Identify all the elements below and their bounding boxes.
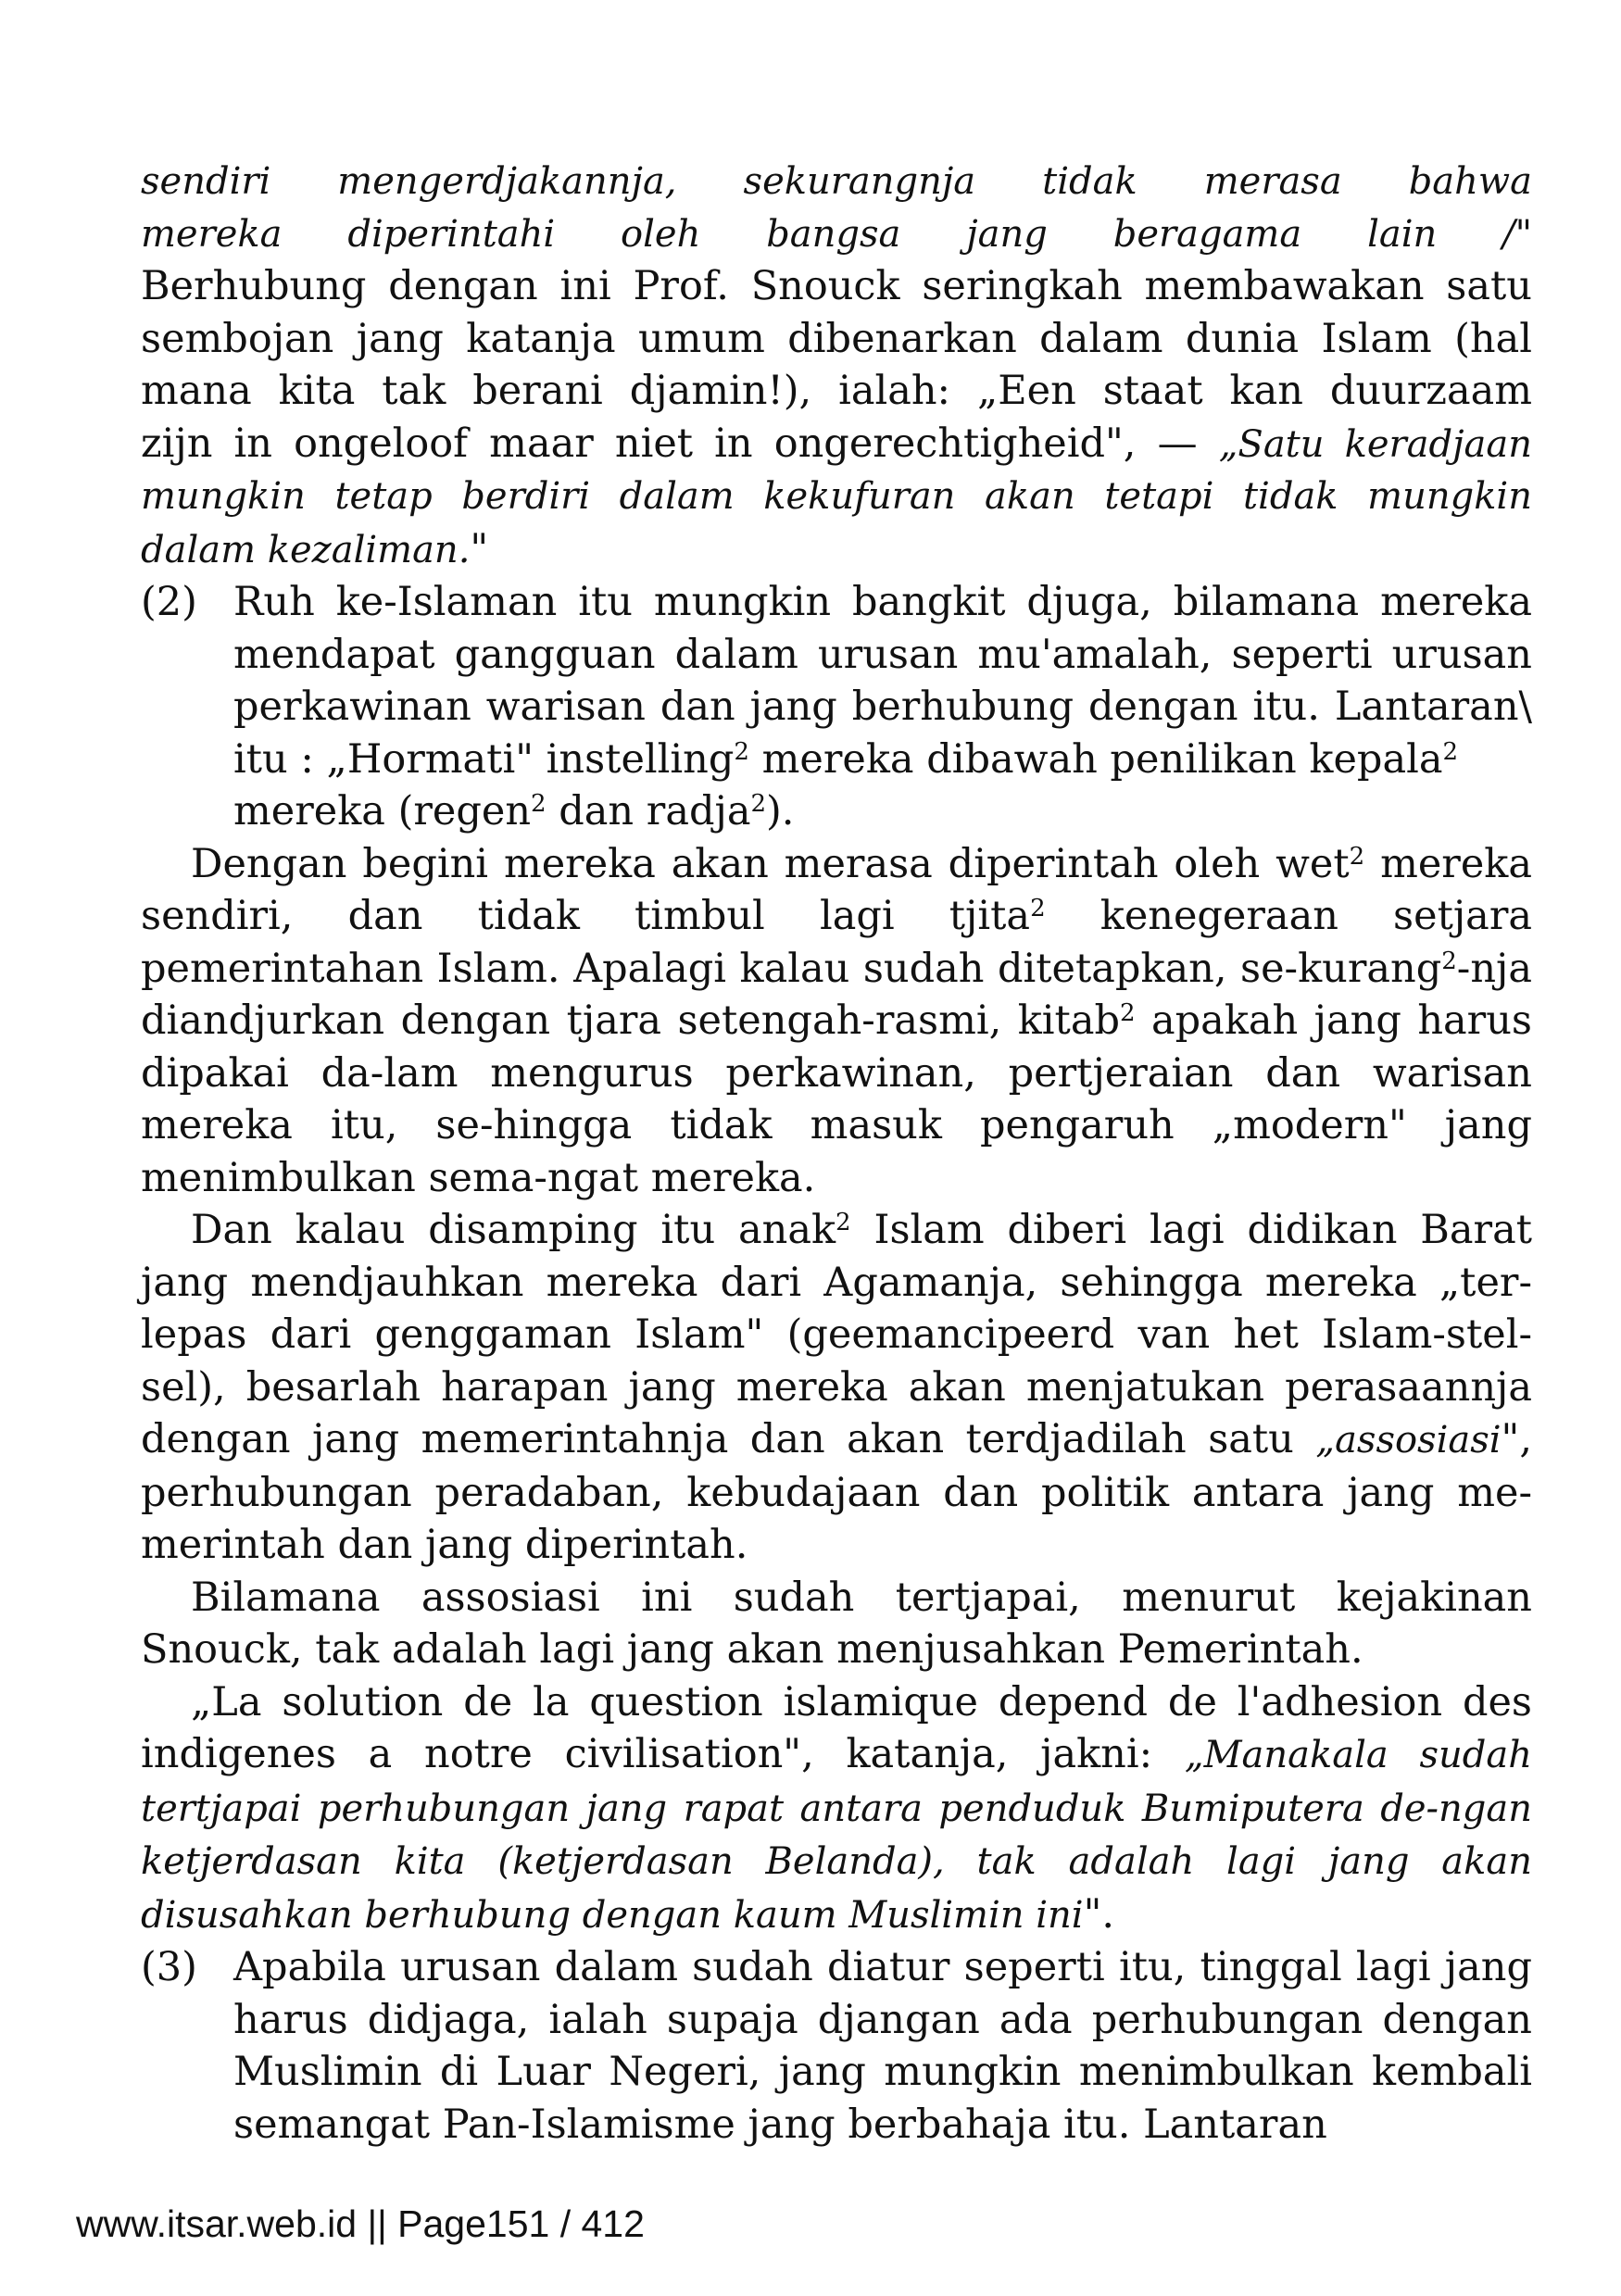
page-footer: www.itsar.web.id || Page151 / 412 — [76, 2202, 645, 2245]
text-line — [141, 523, 1532, 577]
text-span: mereka sendiri, dan tidak timbul lagi tjita — [141, 840, 1532, 939]
superscript: 2 — [734, 737, 749, 766]
text-span: ", perhubungan peradaban, kebudajaan dan politik antara jang me-merintah dan jang diperintah. — [141, 1416, 1532, 1568]
italic-quote: „Satu keradjaan — [1218, 422, 1532, 466]
italic-quote: dalam kezaliman. — [141, 528, 471, 571]
text-line: Ruh ke-Islaman itu mungkin bangkit djuga, bilamana mereka — [233, 579, 1532, 625]
superscript: 2 — [531, 790, 547, 818]
text-line: mana kita tak berani djamin!), ialah: „Een staat kan duurzaam — [141, 368, 1532, 414]
text-span: mereka (regen — [233, 788, 532, 834]
italic-term: „assosiasi — [1315, 1419, 1502, 1462]
text-line: mereka diperintahi oleh bangsa jang beragama lain /" — [141, 212, 1532, 256]
text-span: Dan kalau disamping itu anak — [191, 1207, 836, 1253]
superscript: 2 — [1441, 947, 1457, 975]
text-line: sendiri mengerdjakannja, sekurangnja tidak merasa bahwa — [141, 160, 1532, 203]
text-span: zijn in ongeloof maar niet in ongerechtigheid", — — [141, 420, 1219, 467]
text-line: sembojan jang katanja umum dibenarkan dalam dunia Islam (hal — [141, 315, 1532, 362]
text-line — [233, 785, 1532, 838]
italic-quote: „Manakala sudah tertjapai perhubungan jang rapat antara penduduk Bumiputera de-ngan ketjerdasan kita (ketjerdasan Belanda), tak adalah lagi jang akan disusahkan berhubung dengan kaum Muslimin ini — [141, 1734, 1532, 1937]
paragraph: Bilamana assosiasi ini sudah tertjapai, menurut kejakinan Snouck, tak adalah lagi jang akan menjusahkan Pemerintah. — [141, 1574, 1532, 1673]
paragraph — [141, 1204, 1532, 1572]
text-line — [233, 734, 1532, 786]
text-span: -nja diandjurkan dengan tjara setengah-rasmi, kitab — [141, 945, 1532, 1044]
text-span: mereka dibawah penilikan kepala — [748, 735, 1443, 783]
text-line: Berhubung dengan ini Prof. Snouck seringkah membawakan satu — [141, 263, 1532, 309]
text-span: " — [470, 525, 489, 572]
list-number: (3) — [141, 1944, 197, 1990]
text-span: ). — [766, 788, 795, 834]
paragraph-continuation — [141, 156, 1532, 576]
paragraph — [141, 838, 1532, 1205]
text-span: dan radja — [546, 788, 751, 834]
text-line: mendapat gangguan dalam urusan mu'amalah, seperti urusan — [233, 631, 1532, 678]
superscript: 2 — [750, 790, 767, 818]
superscript: 2 — [1030, 895, 1046, 922]
superscript: 2 — [1349, 842, 1365, 871]
list-item-3 — [141, 1941, 1532, 2151]
list-number: (2) — [141, 579, 197, 625]
text-line — [141, 418, 1532, 471]
text-span: kenegeraan setjara pemerintahan Islam. Apalagi kalau sudah ditetapkan, se-kurang — [141, 893, 1533, 992]
paragraph — [141, 1676, 1532, 1942]
text-span: Dengan begini mereka akan merasa diperintah oleh wet — [191, 840, 1350, 887]
superscript: 2 — [1120, 999, 1136, 1027]
text-span: apakah jang harus dipakai da-lam mengurus perkawinan, pertjeraian dan warisan mereka itu, se-hingga tidak masuk pengaruh „modern" jang menimbulkan sema-ngat mereka. — [141, 997, 1532, 1201]
text-span: Islam diberi lagi didikan Barat jang mendjauhkan mereka dari Agamanja, sehingga mereka „ter-lepas dari genggaman Islam" (geemancipeerd van het Islam-stel-sel), besarlah harapan jang mereka akan menjatukan perasaannja dengan jang memerintahnja dan akan terdjadilah satu — [141, 1207, 1532, 1462]
list-item-2 — [141, 576, 1532, 838]
page-body — [141, 156, 1532, 2151]
superscript: 2 — [836, 1209, 851, 1236]
text-span: ". — [1083, 1890, 1115, 1938]
text-line: perkawinan warisan dan jang berhubung dengan itu. Lantaran\ — [233, 684, 1532, 730]
text-span: „La solution de la question islamique depend de l'adhesion des indigenes a notre civilisation", katanja, jakni: — [141, 1678, 1532, 1777]
text-span: itu : „Hormati" instelling — [233, 735, 735, 783]
superscript: 2 — [1442, 737, 1459, 766]
paragraph: Apabila urusan dalam sudah diatur seperti itu, tinggal lagi jang harus didjaga, ialah supaja djangan ada perhubungan dengan Muslimin di Luar Negeri, jang mungkin menimbulkan kembali semangat Pan-Islamisme jang berbahaja itu. Lantaran — [233, 1944, 1532, 2148]
text-line: mungkin tetap berdiri dalam kekufuran akan tetapi tidak mungkin — [141, 475, 1532, 518]
